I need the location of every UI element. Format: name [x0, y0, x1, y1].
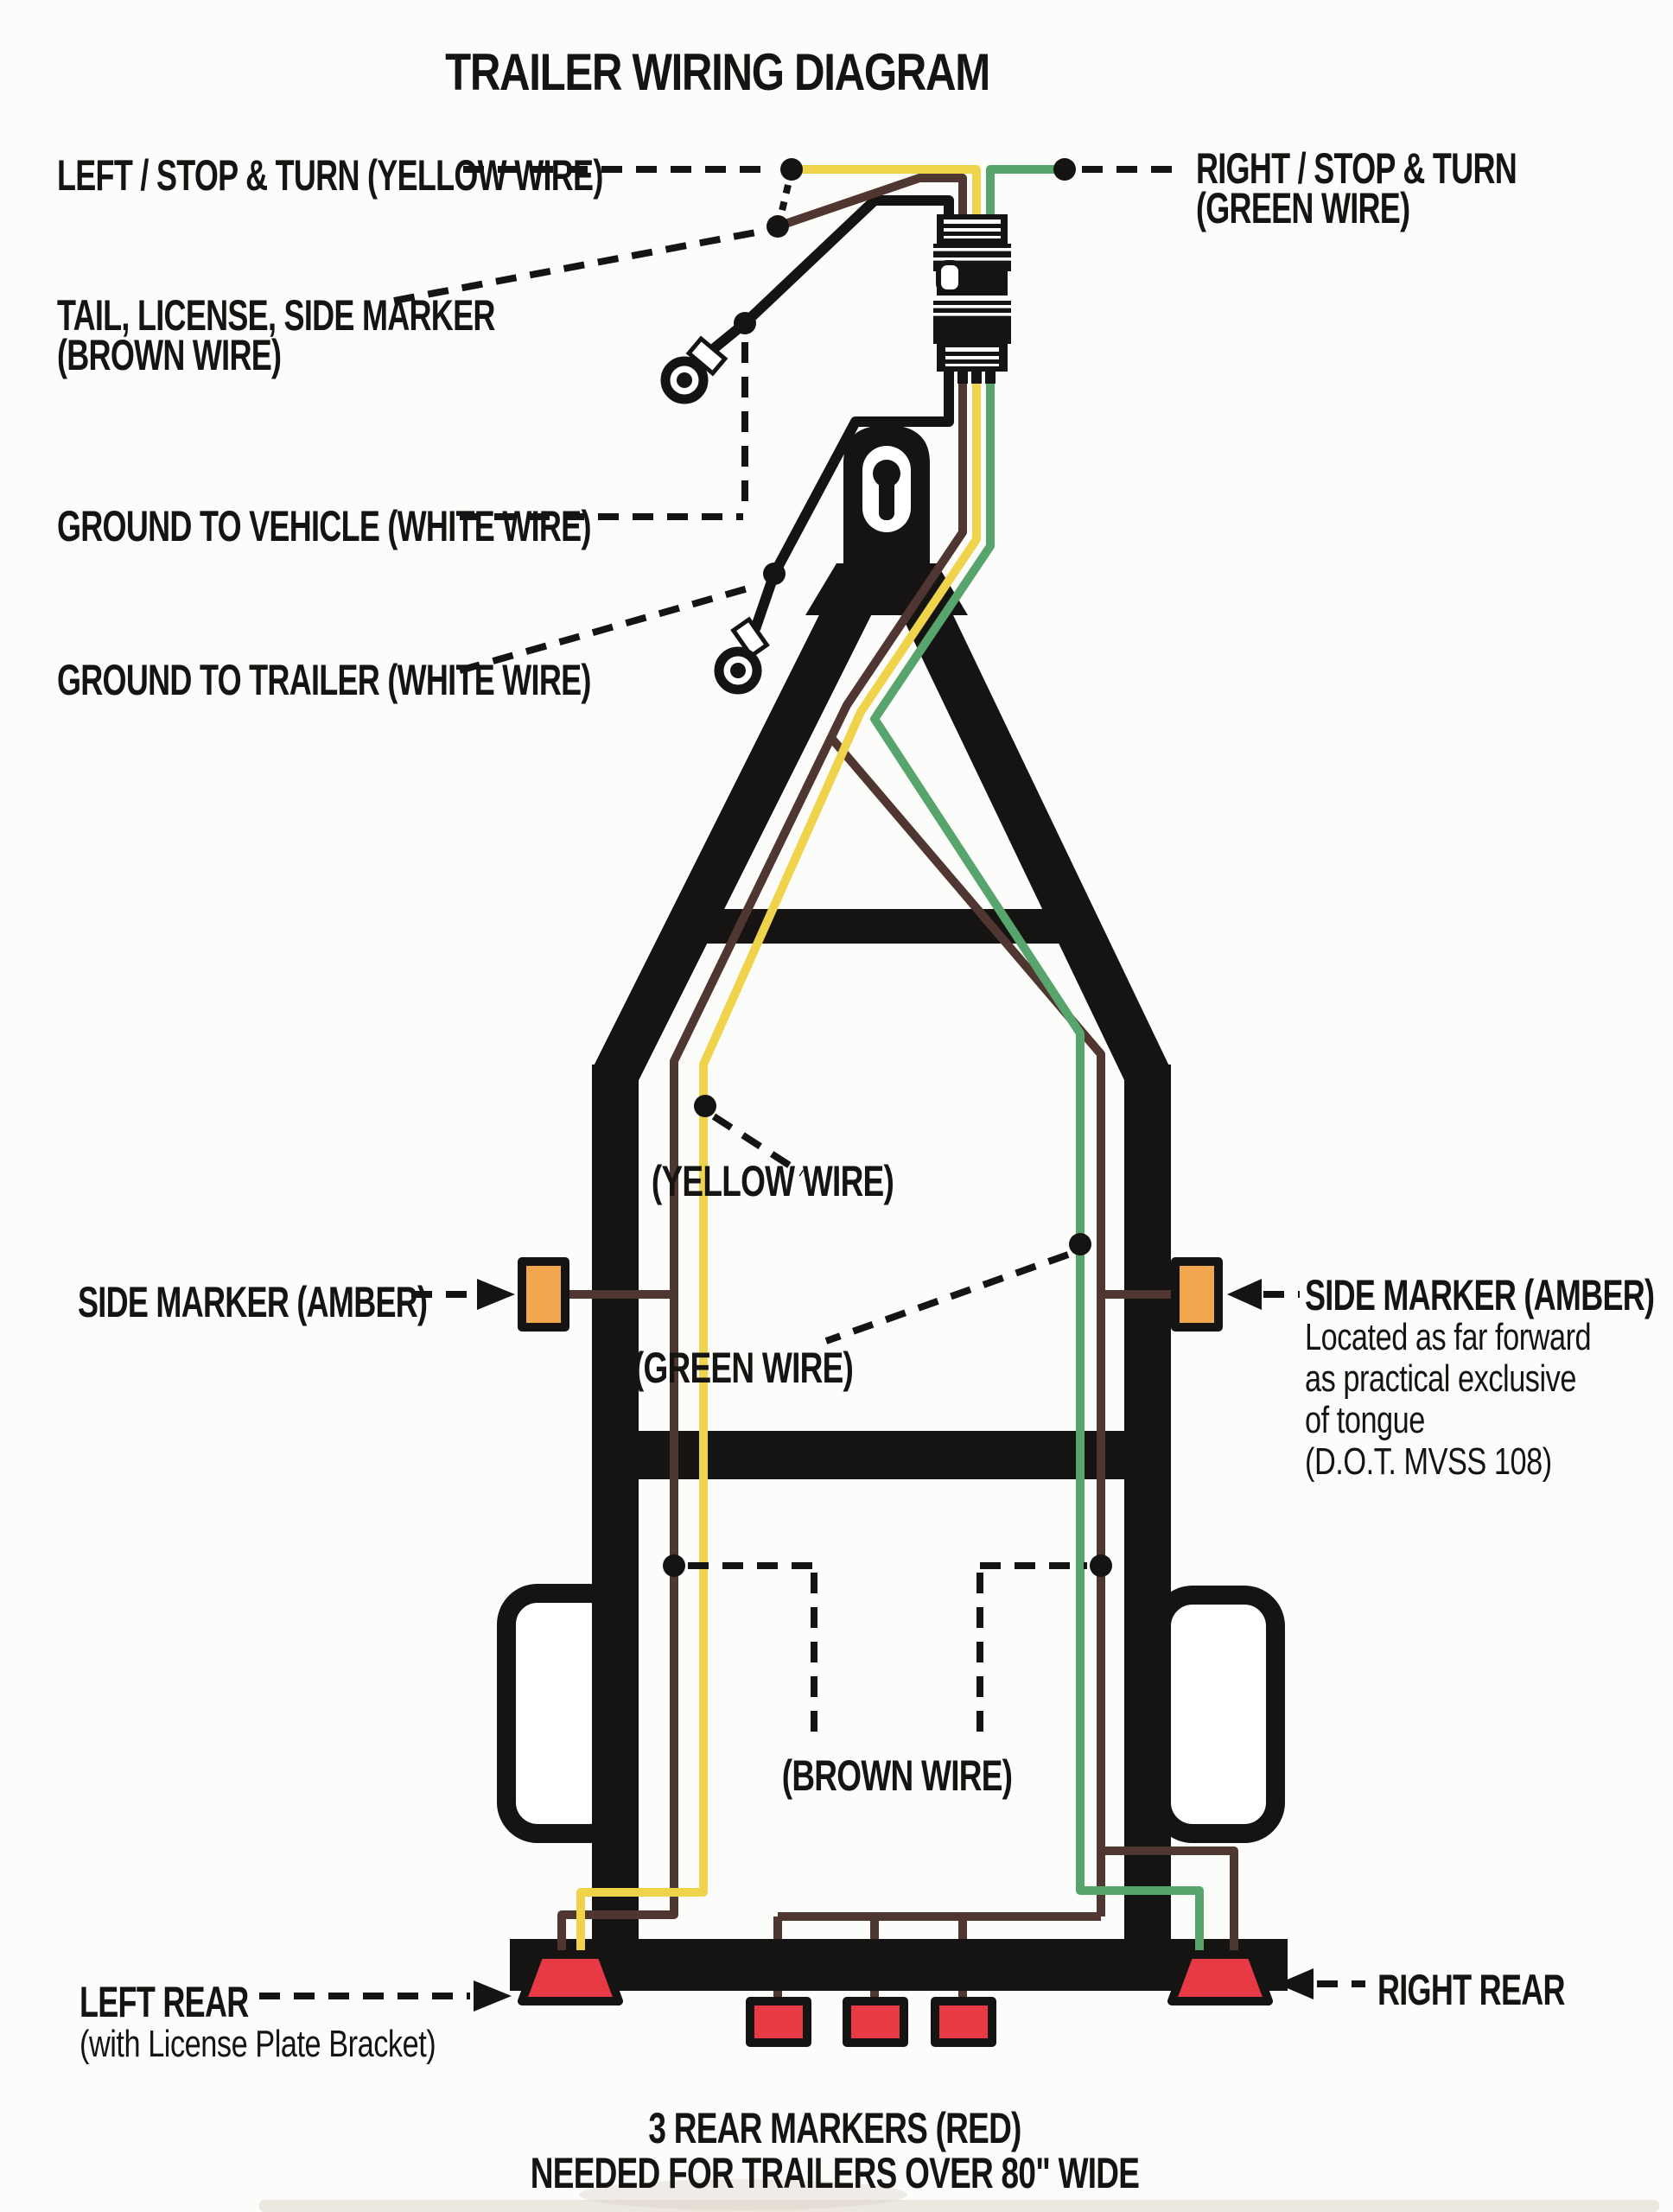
left-side-marker-lamp [522, 1262, 565, 1327]
scan-streak [259, 2200, 1659, 2212]
label-brown-wire: (BROWN WIRE) [781, 1752, 1013, 1801]
connector-pin [985, 370, 996, 384]
arrow-right-icon [474, 1980, 512, 2012]
label-right-rear: RIGHT REAR [1377, 1967, 1565, 2015]
label-ground-trailer: GROUND TO TRAILER (WHITE WIRE) [57, 657, 591, 705]
footer-line1: 3 REAR MARKERS (RED) [648, 2105, 1021, 2153]
leader-dot-link [781, 185, 788, 214]
arrow-left-icon [1227, 1279, 1262, 1310]
connector-pin [971, 370, 982, 384]
coupler-keyhole-channel [879, 474, 894, 520]
label-left-stop-turn: LEFT / STOP & TURN (YELLOW WIRE) [57, 152, 603, 200]
left-rear-lamp [522, 1955, 619, 2001]
connector-latch [938, 263, 961, 292]
connection-dot [763, 563, 786, 585]
side-marker-note-line4: (D.O.T. MVSS 108) [1305, 1440, 1552, 1483]
leader-brown-wire-right [980, 1566, 1087, 1735]
label-side-marker-left: SIDE MARKER (AMBER) [78, 1279, 428, 1327]
connector-pin [957, 370, 968, 384]
right-wheel-fender [1161, 1595, 1275, 1834]
footer-line2: NEEDED FOR TRAILERS OVER 80" WIDE [530, 2150, 1140, 2198]
side-marker-note-line3: of tongue [1305, 1398, 1425, 1441]
connection-dot [1090, 1554, 1112, 1577]
right-rear-lamp [1172, 1955, 1269, 2001]
rear-marker-lamp [847, 2001, 904, 2043]
rear-marker-lamp [750, 2001, 807, 2043]
label-left-rear-note: (with License Plate Bracket) [80, 2022, 436, 2065]
ring-terminal-hole [730, 663, 746, 678]
connection-dot [1053, 158, 1076, 181]
connection-dot [767, 215, 789, 238]
label-side-marker-right: SIDE MARKER (AMBER) [1305, 1272, 1655, 1320]
side-marker-note-line2: as practical exclusive [1305, 1357, 1576, 1400]
side-marker-note-line1: Located as far forward [1305, 1315, 1592, 1358]
label-yellow-wire: (YELLOW WIRE) [651, 1158, 894, 1206]
label-left-rear: LEFT REAR [80, 1979, 249, 2027]
leader-tail-license [394, 232, 760, 301]
label-tail-license-line1: TAIL, LICENSE, SIDE MARKER [57, 292, 495, 340]
arrow-right-icon [477, 1279, 515, 1310]
rear-marker-lamp [935, 2001, 992, 2043]
label-tail-license-line2: (BROWN WIRE) [57, 332, 282, 380]
label-right-stop-turn-line2: (GREEN WIRE) [1196, 185, 1410, 233]
connection-dot [780, 158, 803, 181]
connection-dot [663, 1554, 685, 1577]
label-right-stop-turn-line1: RIGHT / STOP & TURN [1196, 145, 1517, 194]
connection-dot [1069, 1233, 1091, 1255]
rear-crossmember [510, 1939, 1288, 1991]
connection-dot [694, 1095, 716, 1117]
leader-green-wire [826, 1255, 1068, 1341]
right-side-marker-lamp [1175, 1262, 1218, 1327]
page-title: TRAILER WIRING DIAGRAM [445, 45, 989, 102]
label-ground-vehicle: GROUND TO VEHICLE (WHITE WIRE) [57, 503, 591, 551]
label-green-wire: (GREEN WIRE) [633, 1344, 854, 1393]
connector-pin [944, 370, 954, 384]
green-wire-top [990, 169, 1061, 214]
flat4-connector-icon [933, 214, 1011, 384]
ring-terminal-hole [677, 372, 692, 388]
connection-dot [734, 312, 756, 334]
